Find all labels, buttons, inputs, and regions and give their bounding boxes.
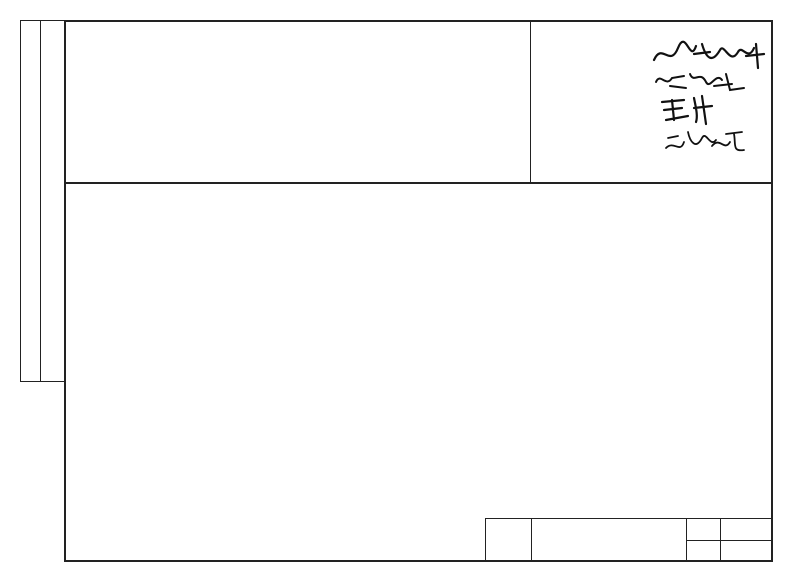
tb-atlas-no [721,519,772,541]
drawing-name [532,519,687,562]
signature-chief-tech-head [650,66,750,94]
signoff-sidebar [20,20,64,382]
tb-atlas-no-label [687,519,721,541]
tb-page [721,541,772,562]
header-rule [64,182,773,184]
signature-tech-reviewer [658,92,718,126]
drawing-name-label [486,519,532,562]
tb-page-label [687,541,721,562]
signature-design-lead [662,124,748,158]
sidebar-divider [40,21,41,381]
responsibility-divider [530,20,531,183]
title-block [485,518,773,562]
